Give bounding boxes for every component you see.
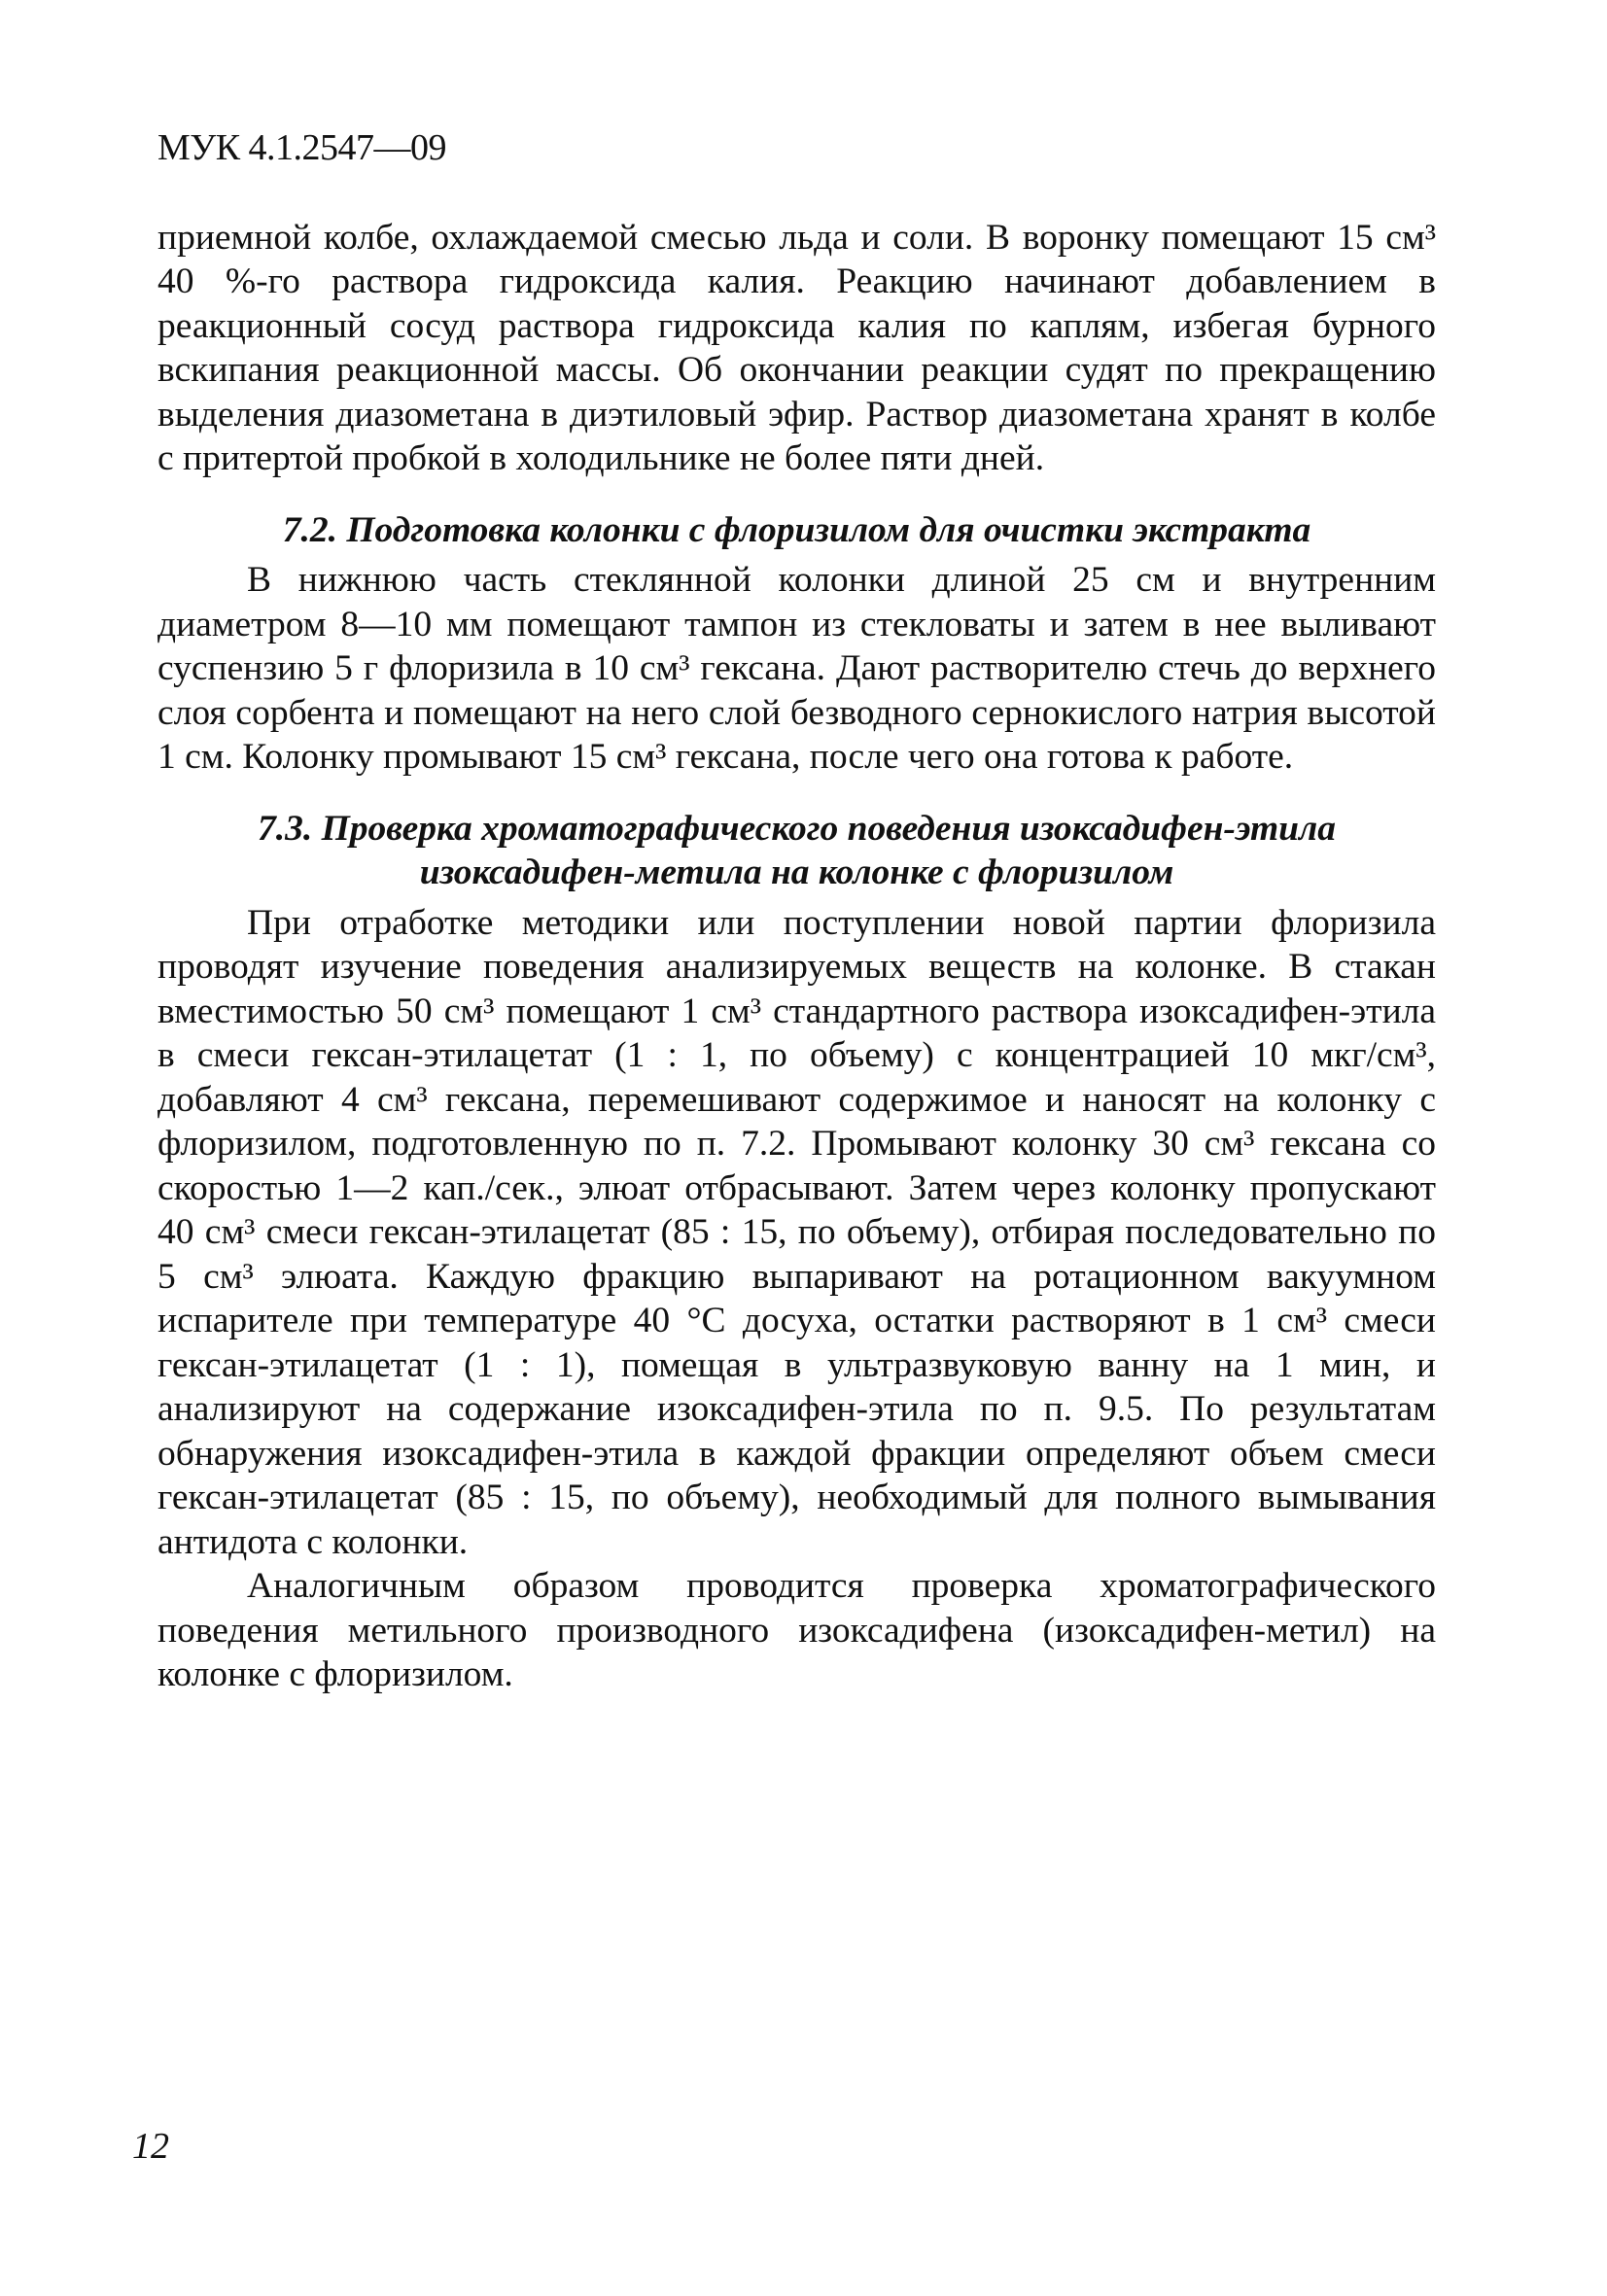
section-7-3-paragraph-2: Аналогичным образом проводится проверка хроматографического поведения метильного производного изоксадифена (изоксадифен-метил) на колонке с флоризилом. — [157, 1566, 1436, 1695]
intro-paragraph: приемной колбе, охлаждаемой смесью льда и соли. В воронку помещают 15 см³ 40 %-го раствора гидроксида калия. Реакцию начинают добавлением в реакционный сосуд раствора гидроксида калия по каплям, избегая бурного вскипания реакционной массы. Об окончании реакции судят по прекращению выделения диазометана в диэтиловый эфир. Раствор диазометана хранят в колбе с притертой пробкой в холодильнике не более пяти дней. — [157, 217, 1436, 479]
section-7-2-paragraph: В нижнюю часть стеклянной колонки длиной 25 см и внутренним диаметром 8—10 мм помещают тампон из стекловаты и затем в нее выливают суспензию 5 г флоризила в 10 см³ гексана. Дают растворителю стечь до верхнего слоя сорбента и помещают на него слой безводного сернокислого натрия высотой 1 см. Колонку промывают 15 см³ гексана, после чего она готова к работе. — [157, 560, 1436, 778]
document-code: МУК 4.1.2547—09 — [157, 127, 447, 168]
section-7-2-heading — [157, 508, 1436, 553]
section-7-2-heading-text: 7.2. Подготовка колонки с флоризилом для очистки экстракта — [282, 509, 1311, 550]
section-7-3-heading — [157, 807, 1436, 895]
section-7-3-heading-line-2: изоксадифен-метила на колонке с флоризилом — [419, 852, 1174, 893]
page-content — [157, 126, 1436, 1697]
page-number: 12 — [132, 2126, 169, 2167]
section-7-3-heading-line-1: 7.3. Проверка хроматографического поведения изоксадифен-этила — [258, 808, 1336, 849]
section-7-3-paragraph-1: При отработке методики или поступлении новой партии флоризила проводят изучение поведения анализируемых веществ на колонке. В стакан вместимостью 50 см³ помещают 1 см³ стандартного раствора изоксадифен-этила в смеси гексан-этилацетат (1 : 1, по объему) с концентрацией 10 мкг/см³, добавляют 4 см³ гексана, перемешивают содержимое и наносят на колонку с флоризилом, подготовленную по п. 7.2. Промывают колонку 30 см³ гексана со скоростью 1—2 кап./сек., элюат отбрасывают. Затем через колонку пропускают 40 см³ смеси гексан-этилацетат (85 : 15, по объему), отбирая последовательно по 5 см³ элюата. Каждую фракцию выпаривают на ротационном вакуумном испарителе при температуре 40 °С досуха, остатки растворяют в 1 см³ смеси гексан-этилацетат (1 : 1), помещая в ультразвуковую ванну на 1 мин, и анализируют на содержание изоксадифен-этила по п. 9.5. По результатам обнаружения изоксадифен-этила в каждой фракции определяют объем смеси гексан-этилацетат (85 : 15, по объему), необходимый для полного вымывания антидота с колонки. — [157, 902, 1436, 1562]
